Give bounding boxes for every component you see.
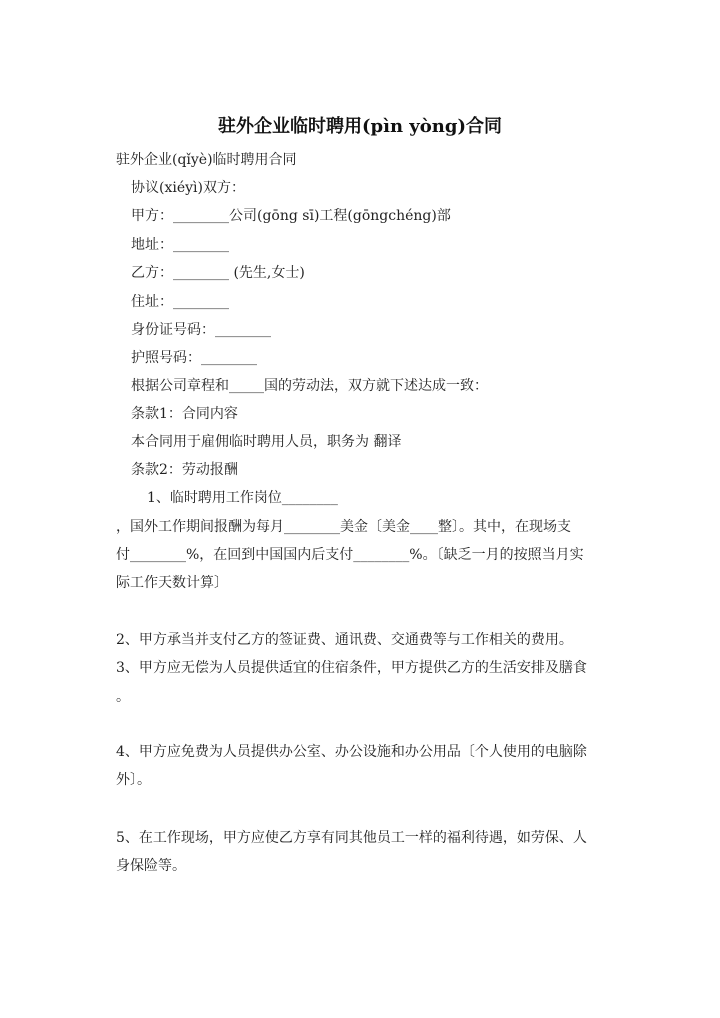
clause-1-text: 本合同用于雇佣临时聘用人员，职务为 翻译 [131,434,402,450]
item-2: 2、甲方承当并支付乙方的签证费、通讯费、交通费等与工作相关的费用。 [116,632,573,648]
party-b: 乙方：________ (先生,女士) [131,265,305,281]
party-a: 甲方：________公司(gōng sī)工程(gōngchéng)部 [131,208,451,224]
id-number: 身份证号码：________ [131,322,271,338]
item-3-line-2: 。 [116,689,130,705]
item-1: 1、临时聘用工作岗位________ [147,490,338,506]
party-b-address: 住址：________ [131,294,229,310]
item-4-line-2: 外〕。 [116,772,151,788]
item-1-line-3: 付________%，在回到中国国内后支付________%。〔缺乏一月的按照当月实 [116,547,584,563]
item-4: 4、甲方应免费为人员提供办公室、办公设施和办公用品〔个人使用的电脑除 [116,744,587,760]
item-1-line-2: ，国外工作期间报酬为每月________美金〔美金____整〕。其中，在现场支 [116,519,571,535]
parties-heading: 协议(xiéyì)双方： [131,180,245,196]
agreement-basis: 根据公司章程和_____国的劳动法，双方就下述达成一致： [131,378,488,394]
document-title: 驻外企业临时聘用(pìn yòng)合同 [218,116,502,137]
passport-number: 护照号码：________ [131,350,257,366]
item-5: 5、在工作现场，甲方应使乙方享有同其他员工一样的福利待遇，如劳保、人 [116,830,587,846]
party-a-address: 地址：________ [131,237,229,253]
clause-1-heading: 条款1：合同内容 [131,406,238,422]
item-5-line-2: 身保险等。 [116,858,186,874]
subtitle: 驻外企业(qǐyè)临时聘用合同 [116,152,297,168]
item-1-line-4: 际工作天数计算〕 [116,575,228,591]
item-3: 3、甲方应无偿为人员提供适宜的住宿条件，甲方提供乙方的生活安排及膳食 [116,660,587,676]
clause-2-heading: 条款2：劳动报酬 [131,462,238,478]
